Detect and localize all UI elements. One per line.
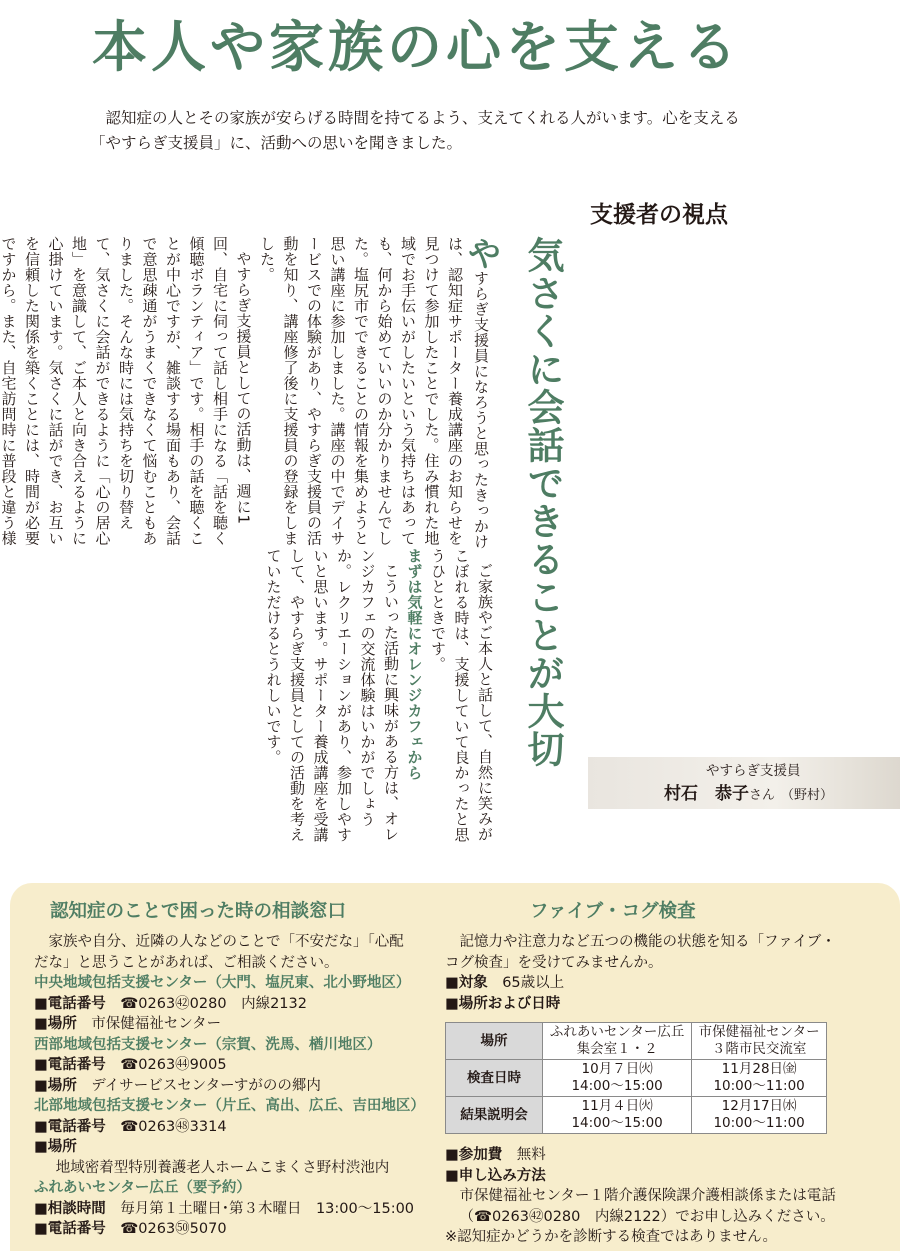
center-name: ふれあいセンター広丘（要予約）: [34, 1180, 251, 1196]
fivecog-intro: 記憶力や注意力など五つの機能の状態を知る「ファイブ・コグ検査」を受けてみませんか。: [445, 934, 836, 971]
cell-line: 11月４日㈫: [581, 1098, 653, 1114]
profile-name-text: 村石 恭子: [664, 784, 749, 804]
profile-name: [664, 779, 833, 804]
info-row: [34, 1076, 414, 1097]
cell-line: 10:00〜11:00: [713, 1078, 805, 1094]
cell-line: 14:00〜15:00: [571, 1078, 663, 1094]
info-row: [34, 1137, 414, 1158]
profile-role: やすらぎ支援員: [706, 763, 801, 779]
schedule-table: [445, 1022, 827, 1134]
info-value: ☎0263㊷0280 内線2132: [120, 995, 307, 1012]
info-row: [445, 1145, 855, 1166]
info-label: ■電話番号: [34, 1118, 106, 1135]
info-label: ■申し込み方法: [445, 1167, 546, 1184]
consult-section: [34, 932, 425, 1240]
info-value: ☎0263㊹9005: [120, 1057, 227, 1073]
article-subhead: まずは気軽にオレンジカフェから: [405, 548, 424, 781]
article-paragraph: ご家族やご本人と話して、自然に笑みがこぼれる時は、支援していて良かったと思うひとときです。: [429, 548, 494, 843]
cell-line: 11月28日㈮: [721, 1061, 797, 1077]
note-text: ※認知症かどうかを診断する検査ではありません。: [445, 1229, 778, 1245]
table-row: [446, 1097, 827, 1134]
fivecog-section: [445, 932, 845, 1014]
profile-honorific: さん: [749, 788, 776, 803]
center-name: 北部地域包括支援センター（片丘、高出、広丘、吉田地区）: [34, 1098, 425, 1114]
info-label: ■対象: [445, 975, 488, 991]
info-row: [34, 1199, 414, 1220]
profile-area: （野村）: [780, 788, 833, 803]
cell-line: 12月17日㈬: [721, 1098, 797, 1114]
info-row: [34, 994, 414, 1015]
consult-title: 認知症のことで困った時の相談窓口: [50, 901, 347, 922]
fivecog-details: [445, 1145, 855, 1248]
table-header: 検査日時: [446, 1060, 543, 1097]
table-cell: [692, 1060, 827, 1097]
article-body-top: [0, 236, 501, 552]
cell-line: 14:00〜15:00: [571, 1115, 663, 1131]
info-row: [34, 1055, 414, 1076]
info-value: デイサービスセンターすがのの郷内: [91, 1077, 321, 1094]
center-name: 西部地域包括支援センター（宗賀、洗馬、楢川地区）: [34, 1036, 382, 1053]
fivecog-title: ファイブ・コグ検査: [530, 901, 696, 922]
profile-box: [588, 757, 900, 809]
info-label: ■場所: [34, 1016, 77, 1032]
info-label: ■参加費: [445, 1147, 503, 1163]
article-paragraph: こういった活動に興味がある方は、オレンジカフェの交流体験はいかがでしょうか。レクリエーションがあり、参加しやすいと思います。サポーター養成講座を受講して、やすらぎ支援員としての活動を考えていただけるとうれしいです。: [264, 548, 400, 843]
info-row: [34, 1014, 414, 1035]
drop-cap: や: [461, 236, 501, 271]
info-value: 地域密着型特別養護老人ホームこまくさ野村渋池内: [55, 1159, 390, 1176]
info-value: 65歳以上: [502, 975, 565, 991]
paragraph-text: すらぎ支援員になろうと思ったきっかけは、認知症サポーター養成講座のお知らせを見つけて参加したことでした。住み慣れた地域でお手伝いがしたいという気持ちはあっても、何から始めていいのか分かりませんでした。塩尻市でできることの情報を集めようと思い講座に参加しました。講座の中でデイサービスでの体験があり、やすらぎ支援員の活動を知り、講座修了後に支援員の登録をしました。: [258, 236, 490, 550]
table-cell: [543, 1060, 692, 1097]
info-value: 毎月第１土曜日･第３木曜日 13:00〜15:00: [120, 1200, 415, 1217]
section-label: 支援者の視点: [590, 202, 728, 228]
page-title: 本人や家族の心を支える: [92, 15, 742, 79]
cell-line: 集会室１・２: [576, 1041, 658, 1057]
center-name: 中央地域包括支援センター（大門、塩尻東、北小野地区）: [34, 975, 411, 991]
table-row: [446, 1023, 827, 1060]
apply-text: 市保健福祉センター１階介護保険課介護相談係または電話（☎0263㊷0280 内線2122）でお申し込みください。: [459, 1188, 836, 1225]
cell-line: ふれあいセンター広丘: [549, 1024, 685, 1040]
info-label: ■場所および日時: [445, 995, 561, 1012]
info-label: ■相談時間: [34, 1200, 106, 1217]
table-cell: [543, 1023, 692, 1060]
table-row: [446, 1060, 827, 1097]
article-headline: 気さくに会話できることが大切: [521, 236, 564, 768]
consult-intro: 家族や自分、近隣の人などのことで「不安だな」「心配だな」と思うことがあれば、ご相談ください。: [34, 934, 404, 971]
info-label: ■電話番号: [34, 1221, 106, 1237]
info-value: 無料: [516, 1147, 546, 1163]
info-value: ☎0263㊽3314: [120, 1118, 227, 1135]
cell-line: 市保健福祉センター: [698, 1024, 820, 1040]
info-row: [34, 1117, 414, 1138]
info-label: ■場所: [34, 1139, 77, 1155]
table-cell: [692, 1023, 827, 1060]
table-header: 場所: [446, 1023, 543, 1060]
table-cell: [543, 1097, 692, 1134]
info-row: [445, 973, 845, 994]
info-value: ☎0263㊿5070: [120, 1221, 227, 1237]
article-paragraph: やすらぎ支援員としての活動は、週に1回、自宅に伺って話し相手になる「話を聴く傾聴ボランティア」です。相手の話を聴くことが中心ですが、雑談する場面もあり、会話で意思疎通がうまくできなくて悩むこともありました。そんな時には気持ちを切り替えて、気さくに会話ができるように「心の居心地」を意識して、ご本人と向き合えるように心掛けています。気さくに話ができ、お互いを信頼した関係を築くことには、時間が必要ですから。また、自宅訪問時に普段と違う様: [0, 236, 253, 546]
info-row: [34, 1219, 414, 1240]
info-value: 市保健福祉センター: [91, 1016, 222, 1032]
info-label: ■電話番号: [34, 995, 106, 1012]
article-body-bottom: [6, 548, 496, 848]
cell-line: ３階市民交流室: [711, 1041, 807, 1057]
info-label: ■電話番号: [34, 1057, 106, 1073]
cell-line: 10:00〜11:00: [713, 1115, 805, 1131]
lead-text: 認知症の人とその家族が安らげる時間を持てるよう、支えてくれる人がいます。心を支える「やすらぎ支援員」に、活動への思いを聞きました。: [90, 109, 740, 152]
article-paragraph: [255, 236, 501, 552]
cell-line: 10月７日㈫: [581, 1061, 653, 1077]
info-label: ■場所: [34, 1077, 77, 1094]
table-cell: [692, 1097, 827, 1134]
table-header: 結果説明会: [446, 1097, 543, 1134]
